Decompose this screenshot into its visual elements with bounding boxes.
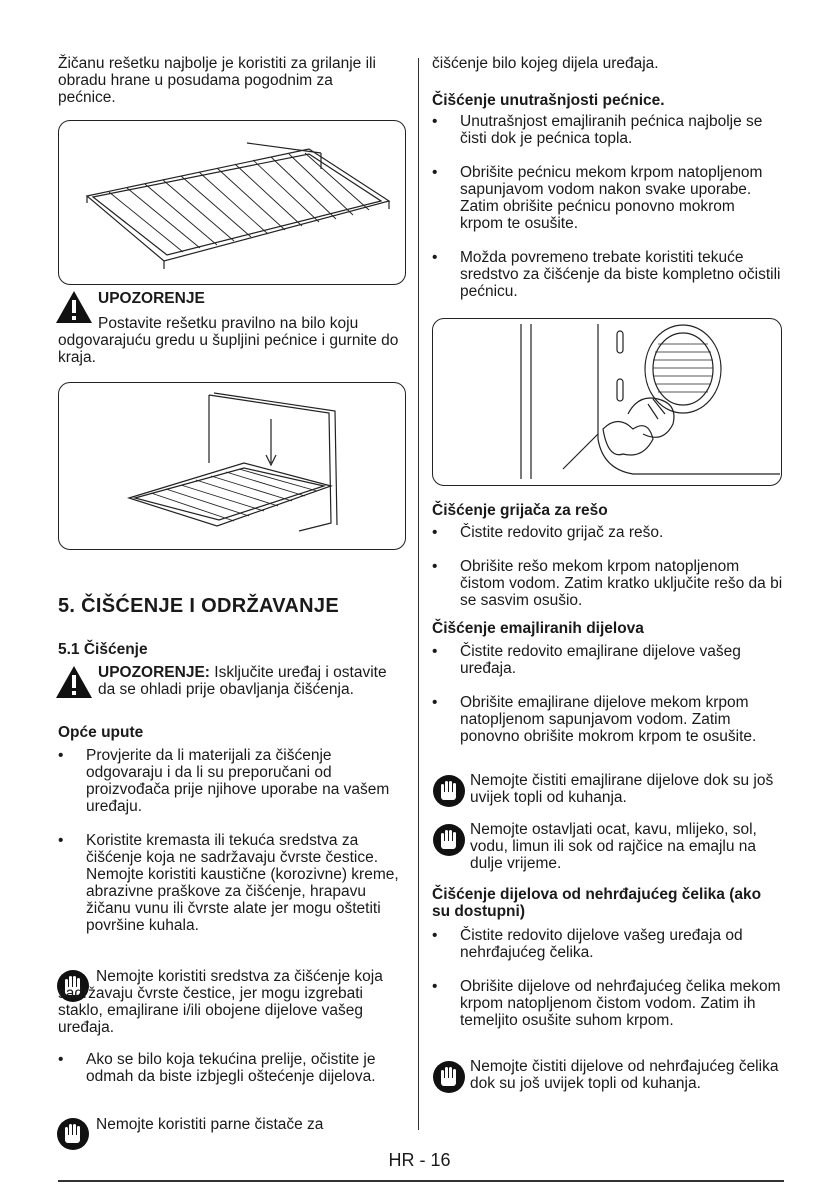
rack-insertion-illustration (59, 383, 404, 548)
continuation-text: čišćenje bilo kojeg dijela uređaja. (432, 55, 659, 72)
list-item: • Unutrašnjost emajliranih pećnica najbolje se čisti dok je pećnica topla. (432, 113, 782, 147)
warning2-text (98, 664, 398, 698)
enamel-list (432, 643, 782, 745)
rack-insertion-figure (58, 382, 406, 550)
wire-grid-figure (58, 120, 406, 285)
list-item: • Čistite redovito emajlirane dijelove vašeg uređaja. (432, 643, 782, 677)
hand-stop-icon (432, 774, 466, 808)
hand-stop-icon (56, 1117, 90, 1151)
intro-text: Žičanu rešetku najbolje je koristiti za grilanje ili obradu hrane u posudama pogodnim za pećnice. (58, 55, 376, 106)
warning2-body: Isključite uređaj i ostavite da se ohladi prije obavljanja čišćenja. (98, 664, 387, 698)
warning-triangle-icon (55, 665, 93, 699)
list-item: • Obrišite dijelove od nehrđajućeg čelika mekom krpom natopljenom čistom vodom. Zatim ih temeljito osušite suhom krpom. (432, 978, 784, 1029)
note2-text: Nemojte koristiti parne čistače za (96, 1116, 324, 1133)
footer-rule (58, 1180, 784, 1182)
list-item: • Možda povremeno trebate koristiti tekuće sredstvo za čišćenje da biste kompletno očistili pećnicu. (432, 249, 782, 300)
oven-cleaning-illustration (433, 319, 780, 484)
page-number: HR - 16 (388, 1150, 451, 1170)
list-item: • Obrišite emajlirane dijelove mekom krpom natopljenom sapunjavom vodom. Zatim ponovno obrišite mokrom krpom te osušite. (432, 694, 782, 745)
oven-cleaning-figure (432, 318, 782, 486)
general-list (58, 747, 403, 934)
grill-list (432, 524, 784, 609)
section-title: 5. ČIŠĆENJE I ODRŽAVANJE (58, 595, 339, 617)
steel-list (432, 927, 784, 1029)
subsection-title: 5.1 Čišćenje (58, 641, 148, 658)
column-divider (418, 58, 419, 1130)
spill-list (58, 1051, 403, 1085)
enamel-note1: Nemojte čistiti emajlirane dijelove dok su još uvijek topli od kuhanja. (470, 772, 774, 806)
enamel-title: Čišćenje emajliranih dijelova (432, 620, 644, 637)
hand-stop-icon (432, 1060, 466, 1094)
grill-title: Čišćenje grijača za rešo (432, 502, 608, 519)
note1-text: Nemojte koristiti sredstva za čišćenje koja sadržavaju čvrste čestice, jer mogu izgrebati staklo, emajlirane i/ili obojene dijelove vašeg uređaja. (58, 968, 383, 1036)
interior-title: Čišćenje unutrašnjosti pećnice. (432, 92, 665, 109)
list-item: • Obrišite pećnicu mekom krpom natopljenom sapunjavom vodom nakon svake uporabe. Zatim obrišite pećnicu ponovno mokrom krpom te osušite. (432, 164, 782, 232)
steel-title: Čišćenje dijelova od nehrđajućeg čelika (ako su dostupni) (432, 886, 762, 920)
list-item: • Koristite kremasta ili tekuća sredstva za čišćenje koja ne sadržavaju čvrste čestice. Nemojte koristiti kaustične (korozivne) kreme, abrazivne praškove za čišćenje, hrapavu žičanu vunu ili čvrste alate jer mogu oštetiti površine kuhala. (58, 832, 403, 934)
warning-title: UPOZORENJE (98, 290, 205, 307)
list-item: • Čistite redovito grijač za rešo. (432, 524, 784, 541)
list-item: • Čistite redovito dijelove vašeg uređaja od nehrđajućeg čelika. (432, 927, 784, 961)
warning-text: Postavite rešetku pravilno na bilo koju odgovarajuću gredu u šupljini pećnice i gurnite do kraja. (58, 315, 399, 366)
steel-note: Nemojte čistiti dijelove od nehrđajućeg čelika dok su još uvijek topli od kuhanja. (470, 1058, 779, 1092)
enamel-note2: Nemojte ostavljati ocat, kavu, mlijeko, sol, vodu, limun ili sok od rajčice na emajlu na dulje vrijeme. (470, 821, 757, 872)
hand-stop-icon (432, 823, 466, 857)
interior-list (432, 113, 782, 300)
general-title: Opće upute (58, 724, 144, 741)
list-item: • Provjerite da li materijali za čišćenje odgovaraju i da li su preporučani od proizvođača prije njihove uporabe na vašem uređaju. (58, 747, 403, 815)
warning2-bold: UPOZORENJE: (98, 664, 210, 681)
list-item: • Obrišite rešo mekom krpom natopljenom čistom vodom. Zatim kratko uključite rešo da bi se sasvim osušio. (432, 558, 784, 609)
wire-grid-illustration (59, 121, 404, 283)
list-item: • Ako se bilo koja tekućina prelije, očistite je odmah da biste izbjegli oštećenje dijelova. (58, 1051, 403, 1085)
